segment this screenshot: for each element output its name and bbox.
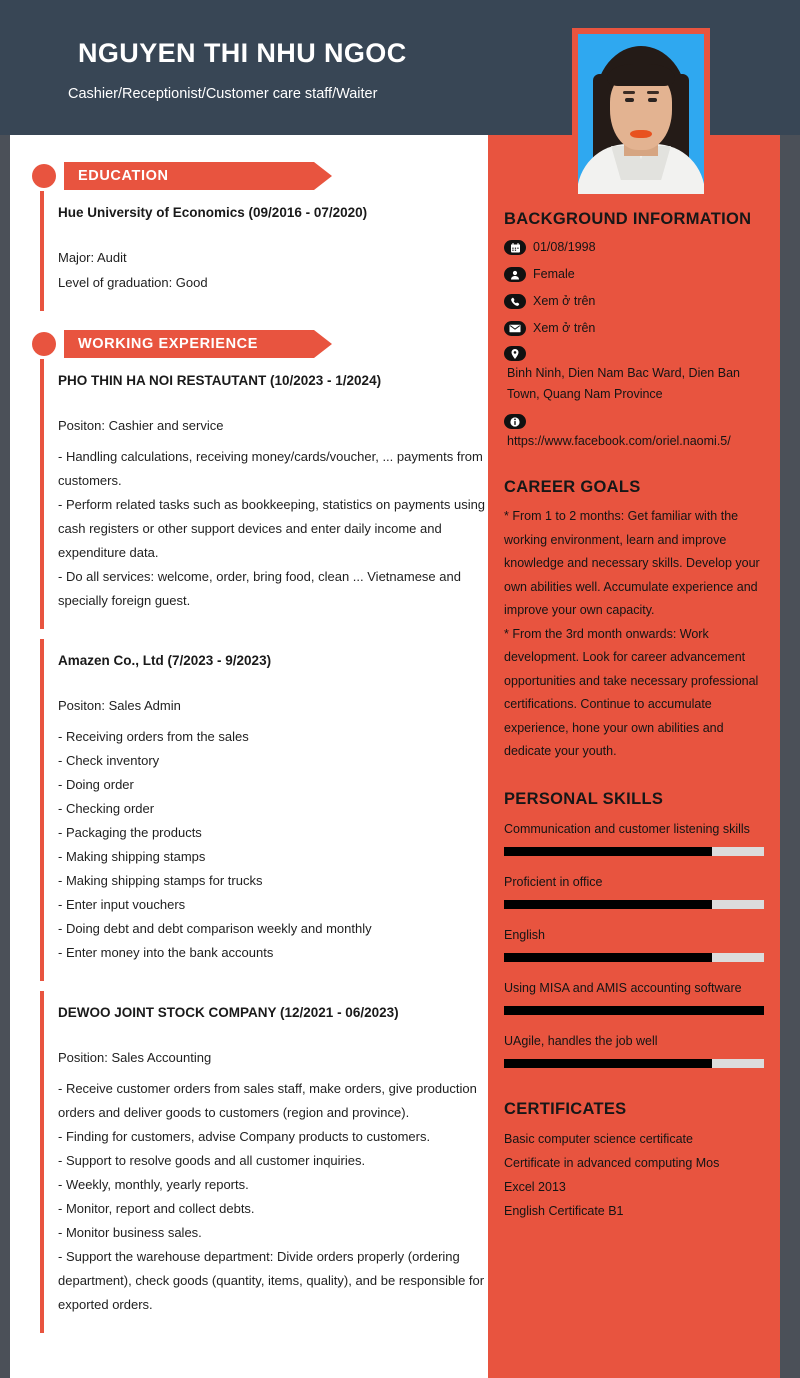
job-title: PHO THIN HA NOI RESTAUTANT (10/2023 - 1/2024)	[58, 373, 382, 388]
skill-item	[504, 817, 764, 856]
skill-item	[504, 976, 764, 1015]
sidebar-title-background: BACKGROUND INFORMATION	[504, 210, 752, 228]
photo-brow-right	[647, 91, 659, 94]
calendar-icon	[504, 240, 526, 255]
info-row-link[interactable]	[504, 414, 764, 452]
certificate-item: Certificate in advanced computing Mos	[504, 1155, 720, 1170]
skill-label: Proficient in office	[504, 874, 603, 889]
skill-label: English	[504, 927, 545, 942]
left-edge-rail	[0, 135, 10, 1378]
info-row-address	[504, 346, 764, 405]
info-row-birthdate	[504, 238, 764, 256]
job-duty: - Check inventory	[58, 753, 160, 768]
skill-progress-fill	[504, 900, 712, 909]
job-duty: - Finding for customers, advise Company products to customers.	[58, 1129, 431, 1144]
info-row-gender	[504, 265, 764, 283]
job-duty: - Monitor, report and collect debts.	[58, 1201, 255, 1216]
job-duty: - Doing order	[58, 777, 134, 792]
candidate-name: NGUYEN THI NHU NGOC	[78, 38, 407, 68]
gender-value: Female	[533, 267, 575, 281]
profile-photo-frame	[572, 28, 710, 200]
job-duty: - Packaging the products	[58, 825, 202, 840]
skill-progress-track	[504, 900, 764, 909]
sidebar-title-certificates: CERTIFICATES	[504, 1099, 627, 1118]
job-entry	[40, 639, 488, 981]
job-duty: - Support the warehouse department: Divide orders properly (ordering department), check goods (quantity, items, quality), and be responsible for exported orders.	[58, 1249, 485, 1312]
sidebar	[488, 135, 780, 1378]
job-duty: - Enter money into the bank accounts	[58, 945, 274, 960]
skill-progress-fill	[504, 953, 712, 962]
main-column	[10, 135, 488, 1378]
info-row-phone	[504, 292, 764, 310]
skill-progress-fill	[504, 1059, 712, 1068]
skill-progress-fill	[504, 1006, 764, 1015]
photo-brow-left	[623, 91, 635, 94]
spacer	[504, 809, 764, 817]
job-duty: - Do all services: welcome, order, bring food, clean ... Vietnamese and specially foreign guest.	[58, 569, 461, 608]
spacer	[10, 311, 488, 329]
spacer	[504, 452, 764, 478]
job-position: Position: Sales Accounting	[58, 1050, 212, 1065]
job-duty: - Support to resolve goods and all customer inquiries.	[58, 1153, 366, 1168]
job-duty: - Enter input vouchers	[58, 897, 186, 912]
job-position: Positon: Cashier and service	[58, 418, 224, 433]
phone-icon	[504, 294, 526, 309]
section-banner	[64, 330, 314, 358]
skill-label: Using MISA and AMIS accounting software	[504, 980, 742, 995]
person-icon	[504, 267, 526, 282]
envelope-icon	[504, 321, 526, 336]
sidebar-title-career-goals: CAREER GOALS	[504, 478, 641, 496]
skill-label: Communication and customer listening skills	[504, 821, 750, 836]
facebook-link-value[interactable]: https://www.facebook.com/oriel.naomi.5/	[507, 434, 731, 448]
job-duty: - Receive customer orders from sales staff, make orders, give production orders and deliver goods to customers (region and province).	[58, 1081, 477, 1120]
spacer	[10, 135, 488, 161]
spacer	[10, 981, 488, 991]
job-duty: - Doing debt and debt comparison weekly and monthly	[58, 921, 372, 936]
job-title: Amazen Co., Ltd (7/2023 - 9/2023)	[58, 653, 272, 668]
education-school: Hue University of Economics (09/2016 - 07/2020)	[58, 205, 368, 220]
job-position: Positon: Sales Admin	[58, 698, 181, 713]
candidate-role: Cashier/Receptionist/Customer care staff/Waiter	[68, 86, 378, 102]
job-duty: - Checking order	[58, 801, 155, 816]
section-header-education	[32, 161, 488, 191]
education-level: Level of graduation: Good	[58, 275, 208, 290]
birthdate-value: 01/08/1998	[533, 240, 596, 254]
skill-item	[504, 923, 764, 962]
job-duty: - Receiving orders from the sales	[58, 729, 249, 744]
certificate-item: Excel 2013	[504, 1179, 566, 1194]
sidebar-title-personal-skills: PERSONAL SKILLS	[504, 789, 664, 808]
profile-photo	[578, 34, 704, 194]
certificate-item: English Certificate B1	[504, 1203, 624, 1218]
job-duty: - Weekly, monthly, yearly reports.	[58, 1177, 249, 1192]
info-icon	[504, 414, 526, 429]
section-bullet-icon	[32, 332, 56, 356]
job-duties	[58, 713, 488, 965]
skill-item	[504, 870, 764, 909]
address-value: Binh Ninh, Dien Nam Bac Ward, Dien Ban Town, Quang Nam Province	[507, 366, 740, 401]
section-header-experience	[32, 329, 488, 359]
location-pin-icon	[504, 346, 526, 361]
job-title: DEWOO JOINT STOCK COMPANY (12/2021 - 06/2023)	[58, 1005, 399, 1020]
photo-eye-left	[625, 98, 634, 102]
job-entry	[40, 991, 488, 1333]
photo-lips	[630, 130, 652, 138]
job-duty: - Handling calculations, receiving money/cards/voucher, ... payments from customers.	[58, 449, 483, 488]
career-goal-paragraph: * From the 3rd month onwards: Work development. Look for career advancement opportunities and take necessary professional certifications. Continue to accumulate experience, hone your own abilities and dedicate your youth.	[504, 626, 759, 758]
spacer	[10, 629, 488, 639]
skill-progress-track	[504, 953, 764, 962]
certificate-item: Basic computer science certificate	[504, 1131, 693, 1146]
right-edge-rail	[780, 135, 800, 1378]
skill-progress-track	[504, 1006, 764, 1015]
spacer	[504, 764, 764, 790]
photo-bangs	[607, 64, 675, 86]
job-duties	[58, 1065, 488, 1317]
info-row-email	[504, 319, 764, 337]
phone-value: Xem ở trên	[533, 294, 596, 308]
education-major: Major: Audit	[58, 250, 127, 265]
spacer	[504, 1119, 764, 1127]
section-bullet-icon	[32, 164, 56, 188]
job-entry	[40, 359, 488, 629]
job-duty: - Monitor business sales.	[58, 1225, 202, 1240]
skill-item	[504, 1029, 764, 1068]
skill-progress-fill	[504, 847, 712, 856]
section-title-education: EDUCATION	[78, 168, 169, 184]
section-title-experience: WORKING EXPERIENCE	[78, 336, 258, 352]
section-banner	[64, 162, 314, 190]
career-goal-paragraph: * From 1 to 2 months: Get familiar with the working environment, learn and improve knowledge and necessary skills. Develop your own abilities well. Accumulate experience and improve your own capacity.	[504, 509, 760, 617]
job-duty: - Making shipping stamps for trucks	[58, 873, 263, 888]
job-duty: - Perform related tasks such as bookkeeping, statistics on payments using cash registers or other support devices and enter daily income and expenditure data.	[58, 497, 486, 560]
education-entry	[40, 191, 488, 311]
skill-label: UAgile, handles the job well	[504, 1033, 658, 1048]
job-duty: - Making shipping stamps	[58, 849, 206, 864]
skill-progress-track	[504, 1059, 764, 1068]
job-duties	[58, 433, 488, 613]
photo-eye-right	[648, 98, 657, 102]
spacer	[504, 1082, 764, 1100]
skill-progress-track	[504, 847, 764, 856]
email-value: Xem ở trên	[533, 321, 596, 335]
